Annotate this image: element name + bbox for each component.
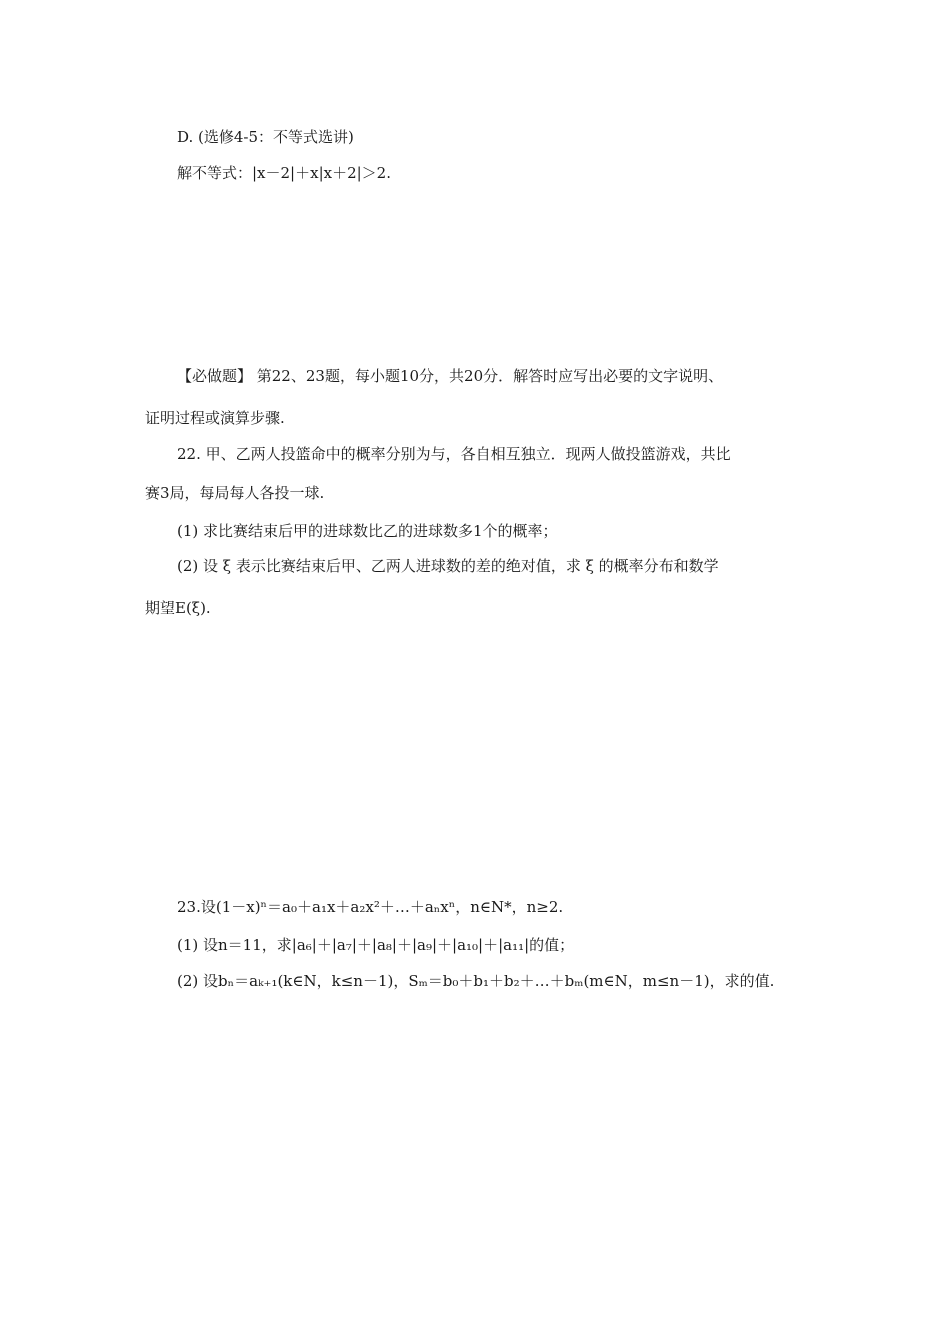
q23-stem: 23.设(1－x)ⁿ＝a₀＋a₁x＋a₂x²＋…＋aₙxⁿ，n∈N*，n≥2. xyxy=(177,898,564,916)
q22-part2-line2: 期望E(ξ). xyxy=(145,599,211,617)
q22-part1: (1) 求比赛结束后甲的进球数比乙的进球数多1个的概率； xyxy=(177,522,558,540)
required-section-intro-line1: 【必做题】 第22、23题，每小题10分，共20分．解答时应写出必要的文字说明、 xyxy=(177,367,724,385)
section-d-heading: D. (选修4-5：不等式选讲) xyxy=(177,128,354,146)
q22-line2: 赛3局，每局每人各投一球. xyxy=(145,484,325,502)
q22-part2-line1: (2) 设 ξ 表示比赛结束后甲、乙两人进球数的差的绝对值，求 ξ 的概率分布和数学 xyxy=(177,557,719,575)
q23-part2: (2) 设bₙ＝aₖ₊₁(k∈N，k≤n－1)，Sₘ＝b₀＋b₁＋b₂＋…＋bₘ(m∈N，m≤n－1)，求的值. xyxy=(177,972,775,990)
section-d-problem: 解不等式：|x－2|＋x|x＋2|＞2. xyxy=(177,164,391,182)
required-section-intro-line2: 证明过程或演算步骤. xyxy=(145,409,285,427)
q23-part1: (1) 设n＝11，求|a₆|＋|a₇|＋|a₈|＋|a₉|＋|a₁₀|＋|a₁₁|的值； xyxy=(177,936,575,954)
q22-line1: 22. 甲、乙两人投篮命中的概率分别为与，各自相互独立．现两人做投篮游戏，共比 xyxy=(177,445,731,463)
